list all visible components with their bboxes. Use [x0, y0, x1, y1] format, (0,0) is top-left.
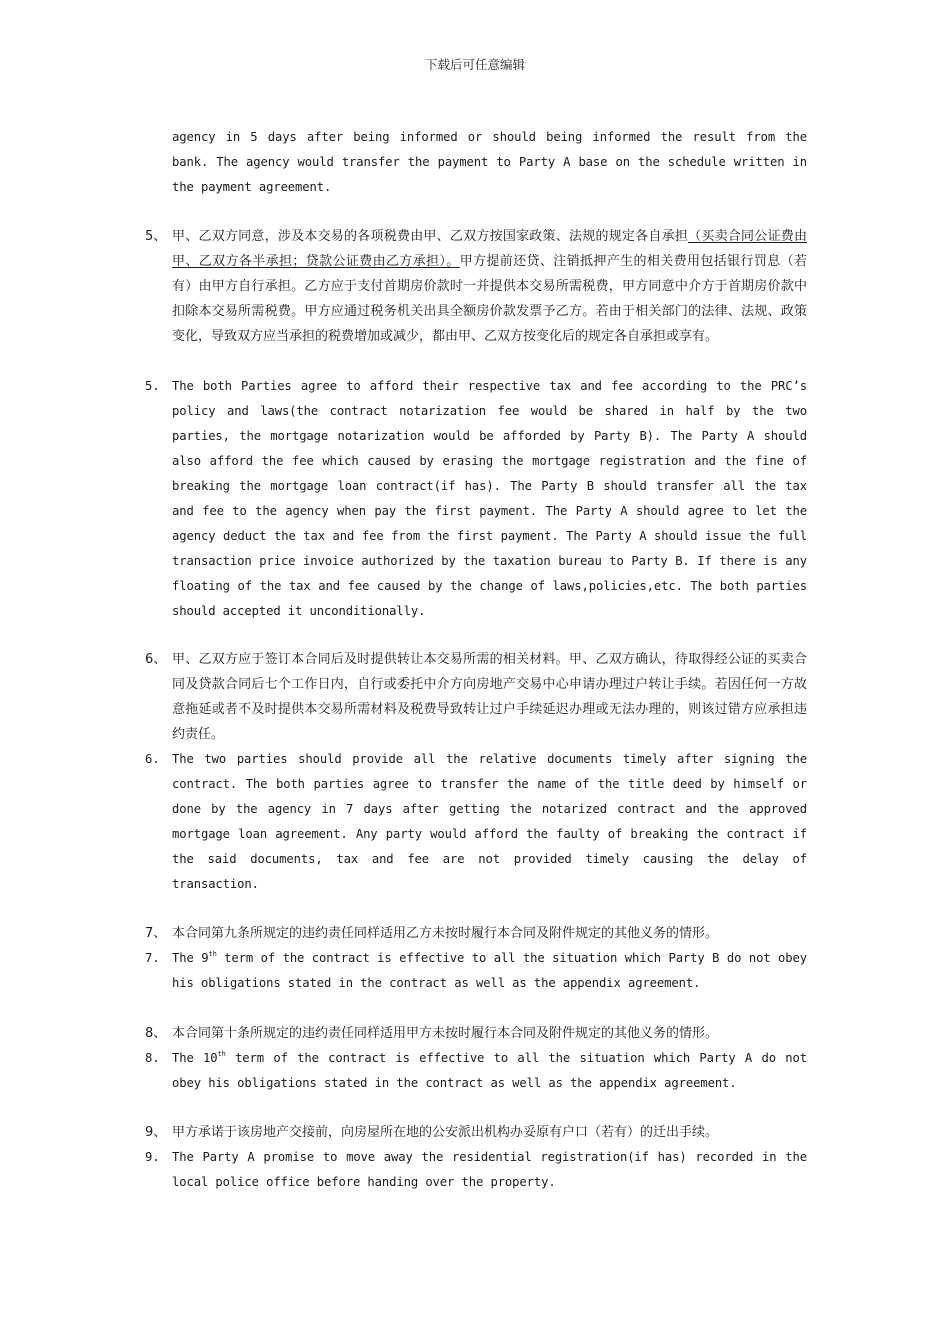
clause-text: The Party A promise to move away the residential registration(if has) recorded in the local police office before handing over the property. [172, 1150, 807, 1189]
clause-text: The both Parties agree to afford their respective tax and fee according to the PRC’s policy and laws(the contract notarization fee would be shared in half by the two parties, the mortgage notarization would be afforded by Party B). The Party A should also afford the fee which caused by erasing the mortgage registration and the fine of breaking the mortgage loan contract(if has). The Party B should transfer all the tax and fee to the agency when pay the first payment. The Party A should agree to let the agency deduct the tax and fee from the first payment. The Party A should issue the full transaction price invoice authorized by the taxation bureau to Party B. If there is any floating of the tax and fee caused by the change of laws,policies,etc. The both parties should accepted it unconditionally. [172, 379, 807, 618]
clause-6-en [145, 747, 807, 897]
clause-4-en-continuation [145, 125, 807, 200]
ordinal-suffix: th [217, 1050, 226, 1058]
clause-number: 5、 [145, 229, 167, 244]
clause-number: 8. [145, 1051, 160, 1065]
clause-text: 甲、乙双方同意，涉及本交易的各项税费由甲、乙双方按国家政策、法规的规定各自承担（买卖合同公证费由甲、乙双方各半承担；贷款公证费由乙方承担）。甲方提前还贷、注销抵押产生的相关费用包括银行罚息（若有）由甲方自行承担。乙方应于支付首期房价款时一并提供本交易所需税费，甲方同意中介方于首期房价款中扣除本交易所需税费。甲方应通过税务机关出具全额房价款发票予乙方。若由于相关部门的法律、法规、政策变化，导致双方应当承担的税费增加或减少，都由甲、乙双方按变化后的规定各自承担或享有。 [172, 229, 807, 344]
clause-text: 本合同第十条所规定的违约责任同样适用甲方未按时履行本合同及附件规定的其他义务的情形。 [172, 1026, 719, 1041]
continuation-text: agency in 5 days after being informed or should being informed the result from the bank. The agency would transfer the payment to Party A base on the schedule written in the payment agreement. [172, 130, 807, 194]
clause-text: 甲、乙双方应于签订本合同后及时提供转让本交易所需的相关材料。甲、乙双方确认，待取得经公证的买卖合同及贷款合同后七个工作日内，自行或委托中介方向房地产交易中心申请办理过户转让手续。若因任何一方故意拖延或者不及时提供本交易所需材料及税费导致转让过户手续延迟办理或无法办理的，则该过错方应承担违约责任。 [172, 652, 807, 742]
clause-5-cn [145, 224, 807, 349]
underlined-notice: （买卖合同公证费由甲、乙双方各半承担；贷款公证费由乙方承担）。 [172, 229, 807, 269]
clause-text: The two parties should provide all the relative documents timely after signing the contract. The both parties agree to transfer the name of the title deed by himself or done by the agency in 7 days after getting the notarized contract and the approved mortgage loan agreement. Any party would afford the faulty of breaking the contract if the said documents, tax and fee are not provided timely causing the delay of transaction. [172, 752, 807, 891]
clause-number: 6、 [145, 652, 167, 667]
clause-8-cn [145, 1021, 807, 1046]
ordinal-suffix: th [208, 950, 217, 958]
clause-number: 7、 [145, 926, 167, 941]
clause-5-en [145, 374, 807, 624]
clause-text: 甲方承诺于该房地产交接前，向房屋所在地的公安派出机构办妥原有户口（若有）的迁出手续。 [172, 1125, 719, 1140]
clause-number: 9. [145, 1150, 160, 1164]
clause-number: 5. [145, 379, 160, 393]
page-header: 下载后可任意编辑 [424, 57, 525, 72]
clause-9-cn [145, 1120, 807, 1145]
clause-number: 7. [145, 951, 160, 965]
clause-number: 9、 [145, 1125, 167, 1140]
clause-9-en [145, 1145, 807, 1195]
clause-number: 6. [145, 752, 160, 766]
clause-7-en [145, 946, 807, 996]
clause-6-cn [145, 647, 807, 747]
clause-text: The 9th term of the contract is effective to all the situation which Party B do not obey his obligations stated in the contract as well as the appendix agreement. [172, 950, 807, 990]
clause-7-cn [145, 921, 807, 946]
clause-number: 8、 [145, 1026, 167, 1041]
clause-8-en [145, 1046, 807, 1096]
clause-text: 本合同第九条所规定的违约责任同样适用乙方未按时履行本合同及附件规定的其他义务的情形。 [172, 926, 719, 941]
clause-text: The 10th term of the contract is effective to all the situation which Party A do not obey his obligations stated in the contract as well as the appendix agreement. [172, 1050, 807, 1090]
